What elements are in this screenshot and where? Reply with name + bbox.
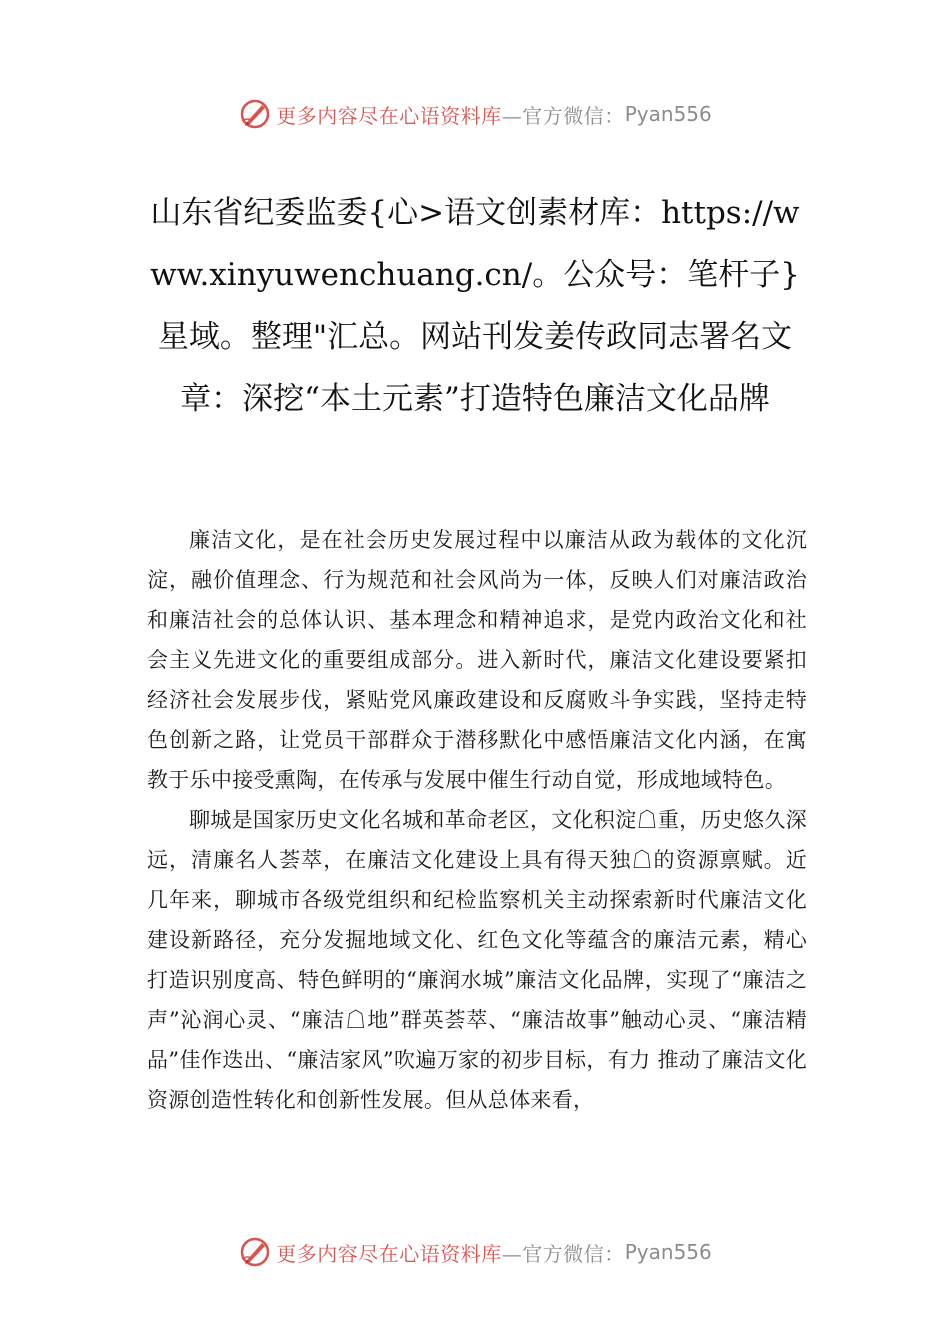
footer-banner (0, 1232, 950, 1272)
document-title: 山东省纪委监委{心>语文创素材库：https://www.xinyuwenchuang.cn/。公众号：笔杆子}星域。整理"汇总。网站刊发姜传政同志署名文章：深挖“本土元素”打造特色廉洁文化品牌 (150, 195, 800, 417)
header-banner (0, 94, 950, 134)
brush-pen-logo-icon (238, 1235, 272, 1269)
paragraph-2: 聊城是国家历史文化名城和革命老区，文化积淀☖重，历史悠久深远，清廉名人荟萃，在廉洁文化建设上具有得天独☖的资源禀赋。近几年来，聊城市各级党组织和纪检监察机关主动探索新时代廉洁文化建设新路径，充分发掘地域文化、红色文化等蕴含的廉洁元素，精心打造识别度高、特色鲜明的“廉润水城”廉洁文化品牌，实现了“廉洁之声”沁润心灵、“廉洁☖地”群英荟萃、“廉洁故事”触动心灵、“廉洁精品”佳作迭出、“廉洁家风”吹遍万家的初步目标，有力 推动了廉洁文化资源创造性转化和创新性发展。但从总体来看， (147, 808, 807, 1112)
banner-brand-text: 更多内容尽在心语资料库 (276, 1241, 502, 1266)
banner-wechat-id: Pyan556 (624, 1240, 712, 1264)
paragraph-1: 廉洁文化，是在社会历史发展过程中以廉洁从政为载体的文化沉淀，融价值理念、行为规范和社会风尚为一体，反映人们对廉洁政治和廉洁社会的总体认识、基本理念和精神追求，是党内政治文化和社会主义先进文化的重要组成部分。进入新时代，廉洁文化建设要紧扣经济社会发展步伐，紧贴党风廉政建设和反腐败斗争实践，坚持走特色创新之路，让党员干部群众于潜移默化中感悟廉洁文化内涵，在寓教于乐中接受熏陶，在传承与发展中催生行动自觉，形成地域特色。 (147, 528, 807, 792)
banner-wechat-id: Pyan556 (624, 102, 712, 126)
banner-brand-text: 更多内容尽在心语资料库 (276, 103, 502, 128)
banner-wechat-label: —官方微信： (501, 103, 625, 128)
document-body (147, 520, 807, 1120)
brush-pen-logo-icon (238, 97, 272, 131)
banner-wechat-label: —官方微信： (501, 1241, 625, 1266)
